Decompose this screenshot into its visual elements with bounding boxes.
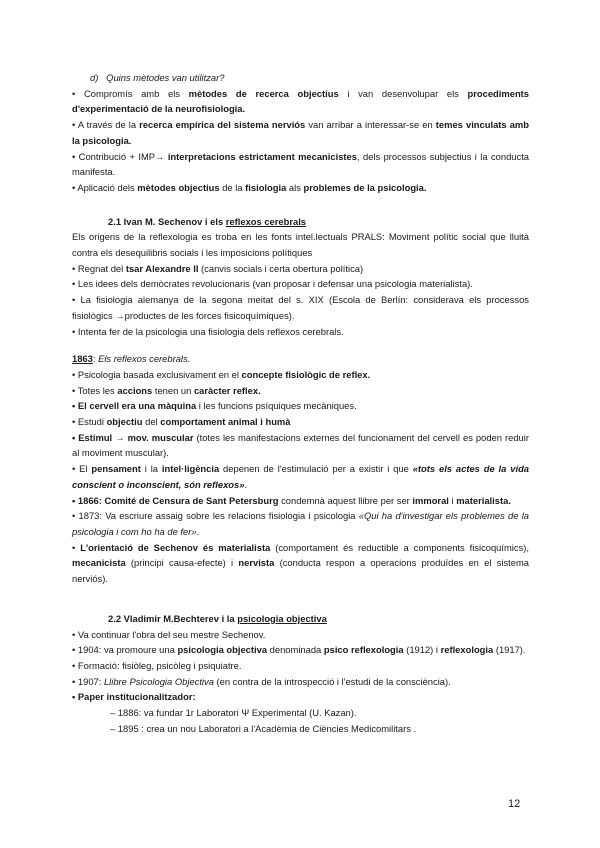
totes-bold-2: caràcter reflex. — [193, 384, 261, 396]
pensament-bullet — [72, 461, 529, 492]
psico-text-1: • 1904: va promoure una — [72, 644, 178, 656]
method4-text-3: als — [286, 181, 304, 193]
section-2-2-title: psicologia objectiva — [237, 612, 327, 624]
llibre-1907-bullet — [72, 674, 529, 690]
orientacio-text-3: (principi causa-efecte) i — [125, 557, 239, 569]
estimul-text: (totes les manifestacions externes del funcionament del cervell es poden reduir al moviment muscular). — [72, 431, 529, 459]
method-bullet-4 — [72, 180, 529, 196]
regnat-bold: tsar Alexandre II — [125, 262, 199, 274]
year-1863: 1863 — [72, 353, 93, 365]
totes-text-1: • Totes les — [72, 384, 118, 396]
formacio-bullet: • Formació: fisiòleg, psicòleg i psiquiatre. — [72, 659, 242, 671]
year-1863-heading — [72, 351, 529, 367]
censura-bold-1: • 1866: Comité de Censura de Sant Petersburg — [72, 494, 279, 506]
psico-bold-3: reflexologia — [440, 644, 494, 656]
section-2-1-number: 2.1 Ivan M. Sechenov i els — [108, 215, 226, 227]
psico-1904-bullet — [72, 642, 529, 658]
method2-text-1: • A través de la — [72, 119, 140, 131]
cervell-bullet — [72, 398, 529, 414]
cervell-text: i les funcions psíquiques mecàniques. — [196, 400, 357, 412]
estudi-bold-2: comportament animal i humà — [160, 416, 291, 428]
psicologia-bullet — [72, 367, 529, 383]
method1-bullet: • — [72, 87, 76, 99]
laboratori-1886-item: – 1886: va fundar 1r Laboratori Ψ Experimental (U. Kazan). — [110, 707, 357, 719]
method4-bold-3: problemes de la psicologia. — [303, 181, 427, 193]
censura-bold-2: immoral — [412, 494, 449, 506]
orientacio-bold-3: nervista — [238, 557, 275, 569]
estudi-bold-1: objectiu — [106, 416, 143, 428]
assaig-italic: «Qui ha d'investigar els problemes de la psicologia i com ho ha de fer» — [72, 510, 529, 537]
paper-bold: • Paper institucionalitzador: — [72, 691, 196, 703]
estudi-bullet — [72, 414, 529, 430]
assaig-text-1: • 1873: Va escriure assaig sobre les relacions fisiologia i psicologia — [72, 510, 359, 522]
censura-text-1: condemnà aquest llibre per ser — [278, 494, 413, 506]
totes-bold-1: accions — [117, 384, 153, 396]
method-bullet-2 — [72, 117, 529, 148]
paper-bullet — [72, 689, 529, 705]
method4-bold-2: fisiologia — [245, 181, 287, 193]
psico-bold-1: psicologia objectiva — [177, 644, 268, 656]
psicologia-text: • Psicologia basada exclusivament en el — [72, 368, 242, 380]
section-2-2-number: 2.2 Vladimir M.Bechterev i la — [108, 612, 238, 624]
method1-text-1: Compromís amb els — [75, 87, 189, 99]
page-content — [72, 70, 529, 736]
cervell-bold: • El cervell era una màquina — [72, 400, 197, 412]
pensament-bold-2: intel·ligència — [161, 463, 220, 475]
llibre-text-2: (en contra de la introspecció i l'estudi de la consciència). — [213, 675, 451, 687]
intenta-bullet: • Intenta fer de la psicologia una fisiologia dels reflexos cerebrals. — [72, 325, 344, 337]
psicologia-bold: concepte fisiològic de reflex. — [241, 368, 371, 380]
orientacio-text-1: • — [72, 541, 81, 553]
pensament-text-1: • El — [72, 463, 92, 475]
regnat-text-1: • Regnat del — [72, 262, 126, 274]
orientacio-bullet — [72, 540, 529, 587]
method3-text-2: , dels processos subjectius i la conducta manifesta. — [72, 150, 530, 178]
llibre-text-1: • 1907: — [72, 675, 104, 687]
totes-bullet — [72, 383, 529, 399]
question-line — [90, 70, 529, 86]
regnat-text-2: (canvis socials i certa obertura política) — [198, 262, 364, 274]
pensament-text-4: . — [244, 478, 248, 490]
method1-bold-1: mètodes de recerca objectius — [188, 87, 339, 99]
method1-bold-2: procediments d'experimentació de la neurofisiologia. — [72, 87, 530, 115]
method-bullet-1 — [72, 86, 529, 117]
orientacio-bold-2: mecanicista — [72, 557, 126, 569]
method2-bold-2: temes vinculats amb la psicologia. — [72, 119, 529, 146]
year-1863-title: Els reflexos cerebrals. — [98, 353, 191, 365]
method-bullet-3 — [72, 149, 529, 180]
year-1863-colon: : — [92, 353, 99, 365]
question-text: Quins mètodes van utilitzar? — [106, 72, 225, 83]
pensament-text-2: i la — [140, 463, 162, 475]
idees-bullet: • Les idees dels demòcrates revolucionaris (van proposar i defensar una psicologia materialista). — [72, 278, 473, 290]
estimul-bullet — [72, 430, 529, 461]
page-number: 12 — [508, 798, 521, 810]
estimul-bold-1: • Estímul — [72, 431, 113, 443]
censura-1866-bullet — [72, 493, 529, 509]
regnat-bullet — [72, 261, 529, 277]
method2-text-2: van arribar a interessar-se en — [305, 119, 436, 131]
method2-bold-1: recerca empírica del sistema nerviós — [139, 119, 306, 131]
method4-bold-1: mètodes objectius — [137, 181, 220, 193]
estimul-bold-2: mov. muscular — [127, 431, 194, 443]
pensament-bold-1: pensament — [91, 463, 141, 475]
estimul-arrow: → — [112, 431, 128, 443]
method4-text-1: • Aplicació dels — [72, 181, 138, 193]
section-2-1-heading — [108, 214, 529, 230]
method3-bold-1: interpretacions estrictament mecanicistes — [167, 150, 357, 162]
continuar-bullet: • Va continuar l'obra del seu mestre Sechenov. — [72, 628, 266, 640]
censura-text-2: i — [448, 494, 457, 506]
section-2-2-heading — [108, 611, 529, 627]
estudi-text-2: del — [142, 416, 161, 428]
fisiologia-bullet: • La fisiologia alemanya de la segona meitat del s. XIX (Escola de Berlín: considerava els processos fisiològics →productes de les forces fisicoquímiques). — [72, 294, 529, 321]
method4-text-2: de la — [219, 181, 246, 193]
method1-text-2: i van desenvolupar els — [338, 87, 468, 99]
psico-text-4: (1917). — [493, 644, 526, 656]
orientacio-text-2: (comportament és reductible a components fisicoquímics), — [270, 541, 529, 553]
censura-bold-3: materialista. — [456, 494, 511, 506]
estudi-text-1: • Estudi — [72, 416, 107, 428]
question-letter: d) — [90, 72, 99, 83]
psico-bold-2: psico reflexologia — [323, 644, 404, 656]
totes-text-2: tenen un — [152, 384, 194, 396]
orientacio-text-4: (conducta respon a operacions produïdes en el sistema nerviós). — [72, 557, 529, 585]
section-2-1-intro: Els origens de la reflexologia es troba en les fonts intel.lectuals PRALS: Moviment polític social que lluità contra els desequilibris socials i les imposicions polítiques — [72, 231, 529, 259]
pensament-text-3: depenen de l'estimulació per a existir i que — [219, 463, 413, 475]
laboratori-1895-item: – 1895 : crea un nou Laboratori a l'Acadèmia de Ciències Medicomilitars . — [110, 722, 417, 734]
psico-text-2: denominada — [267, 644, 324, 656]
section-2-1-title: reflexos cerebrals — [225, 215, 307, 227]
psico-text-3: (1912) i — [403, 644, 441, 656]
orientacio-bold-1: L'orientació de Sechenov és materialista — [80, 541, 271, 553]
assaig-text-2: . — [196, 525, 200, 537]
assaig-1873-bullet — [72, 508, 529, 539]
llibre-italic: Llibre Psicologia Objectiva — [103, 675, 214, 687]
pensament-quote: «tots els actes de la vida conscient o inconscient, són reflexos» — [72, 463, 530, 490]
method3-text-1: • Contribució + IMP→ — [72, 150, 168, 162]
